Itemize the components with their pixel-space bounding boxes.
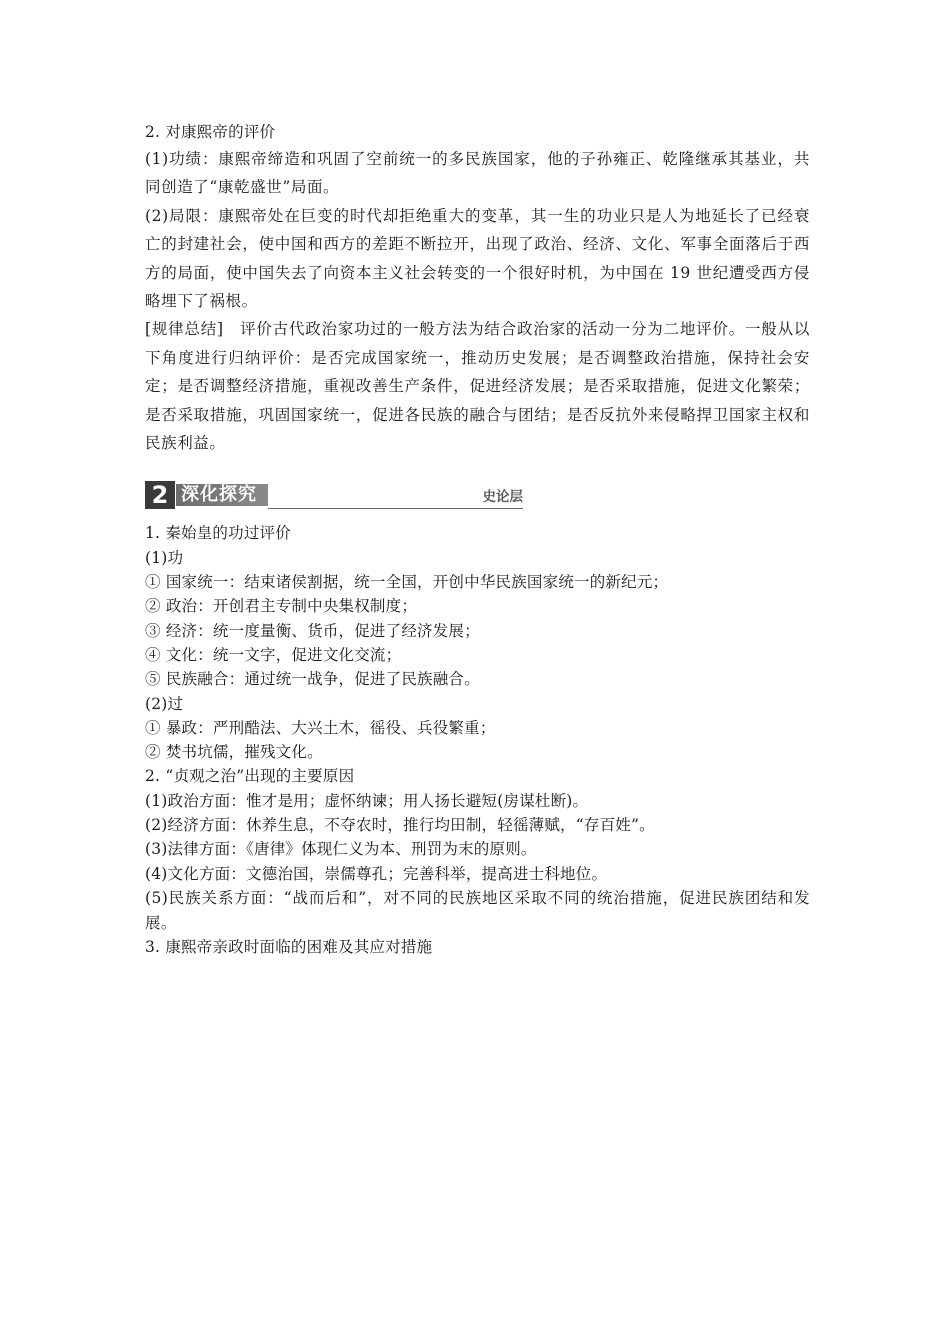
kangxi-evaluation-heading: 2. 对康熙帝的评价 — [145, 123, 276, 141]
section-tag: 史论层 — [482, 489, 523, 506]
kangxi-achievements-paragraph: (1)功绩：康熙帝缔造和巩固了空前统一的多民族国家，他的子孙雍正、乾隆继承其基业，共同创造了“康乾盛世”局面。 — [145, 150, 810, 197]
list-item: (2)经济方面：休养生息，不夺农时，推行均田制，轻徭薄赋，“存百姓”。 — [145, 816, 655, 835]
kangxi-limitations-paragraph: (2)局限：康熙帝处在巨变的时代却拒绝重大的变革，其一生的功业只是人为地延长了已经衰亡的封建社会，使中国和西方的差距不断拉开，出现了政治、经济、文化、军事全面落后于西方的局面，使中国失去了向资本主义社会转变的一个很好时机，为中国在 19 世纪遭受西方侵略埋下了祸根。 — [145, 206, 810, 311]
qinshihuang-heading: 1. 秦始皇的功过评价 — [145, 524, 291, 543]
list-item: (1)政治方面：惟才是用；虚怀纳谏；用人扬长避短(房谋杜断)。 — [145, 791, 589, 810]
list-item: (5)民族关系方面：“战而后和”，对不同的民族地区采取不同的统治措施，促进民族团结和发展。 — [145, 888, 810, 932]
section-number-badge: 2 — [145, 481, 175, 509]
list-item: ③ 经济：统一度量衡、货币，促进了经济发展； — [145, 621, 480, 640]
list-item: ④ 文化：统一文字，促进文化交流； — [145, 645, 402, 664]
list-item: (3)法律方面：《唐律》体现仁义为本、刑罚为末的原则。 — [145, 840, 537, 859]
section-header — [145, 481, 523, 509]
list-item: ⑤ 民族融合：通过统一战争，促进了民族融合。 — [145, 670, 480, 689]
faults-subheading: (2)过 — [145, 694, 184, 713]
kangxi-difficulties-heading: 3. 康熙帝亲政时面临的困难及其应对措施 — [145, 938, 433, 957]
list-item: ① 国家统一：结束诸侯割据，统一全国，开创中华民族国家统一的新纪元； — [145, 573, 669, 592]
merits-subheading: (1)功 — [145, 548, 184, 567]
kangxi-evaluation-block — [145, 120, 810, 457]
list-item: ② 政治：开创君主专制中央集权制度； — [145, 597, 418, 616]
section-title: 深化探究 — [181, 484, 257, 506]
rule-summary-paragraph: [规律总结] 评价古代政治家功过的一般方法为结合政治家的活动一分为二地评价。一般从以下角度进行归纳评价：是否完成国家统一，推动历史发展；是否调整政治措施，保持社会安定；是否调整经济措施，重视改善生产条件，促进经济发展；是否采取措施，促进文化繁荣；是否采取措施，巩固国家统一，促进各民族的融合与团结；是否反抗外来侵略捍卫国家主权和民族利益。 — [145, 320, 810, 453]
zhenguan-heading: 2. “贞观之治”出现的主要原因 — [145, 767, 355, 786]
list-item: (4)文化方面：文德治国，崇儒尊孔；完善科举，提高进士科地位。 — [145, 864, 608, 883]
section-divider — [268, 508, 523, 509]
list-item: ② 焚书坑儒，摧残文化。 — [145, 743, 323, 762]
list-item: ① 暴政：严刑酷法、大兴土木，徭役、兵役繁重； — [145, 718, 496, 737]
deep-inquiry-block — [145, 521, 810, 959]
document-page — [145, 120, 810, 959]
